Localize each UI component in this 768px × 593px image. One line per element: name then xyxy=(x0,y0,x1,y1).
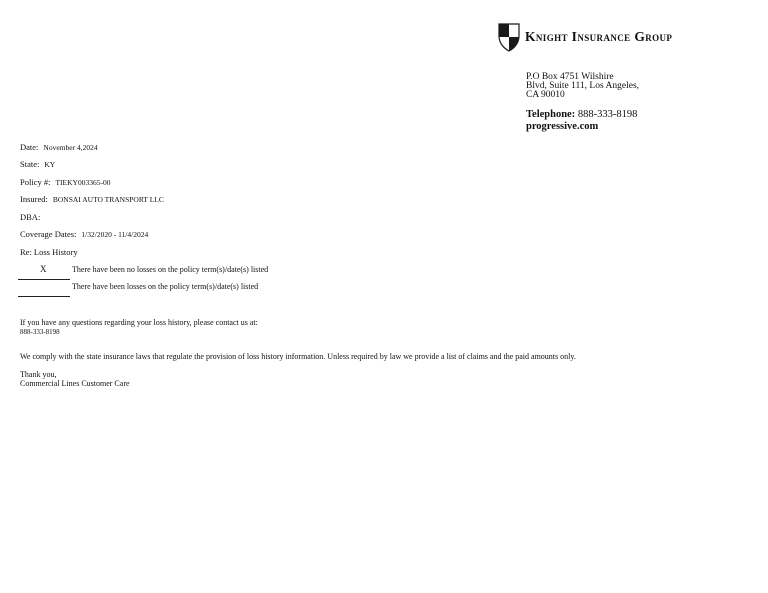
telephone-value: 888-333-8198 xyxy=(577,109,638,120)
signoff-text: Commercial Lines Customer Care xyxy=(20,379,130,388)
company-address xyxy=(526,73,666,100)
insured-field xyxy=(20,194,164,205)
state-label: State: xyxy=(20,159,40,169)
company-telephone xyxy=(526,109,637,121)
address-line: CA 90010 xyxy=(526,90,565,100)
company-name: Knight Insurance Group xyxy=(525,29,673,44)
re-loss-history xyxy=(20,247,78,258)
telephone-label: Telephone: xyxy=(526,109,576,120)
shield-logo-icon xyxy=(498,22,520,52)
losses-option: There have been losses on the policy term(s)/date(s) listed xyxy=(72,282,259,291)
dba-label: DBA: xyxy=(20,212,41,222)
questions-text: If you have any questions regarding your loss history, please contact us at: xyxy=(20,318,258,327)
no-losses-check-line xyxy=(18,279,70,280)
coverage-dates-label: Coverage Dates: xyxy=(20,229,77,239)
insured-label: Insured: xyxy=(20,194,48,204)
no-losses-option: There have been no losses on the policy term(s)/date(s) listed xyxy=(72,265,269,274)
insured-value: BONSAI AUTO TRANSPORT LLC xyxy=(52,195,164,204)
date-value: November 4,2024 xyxy=(43,143,98,152)
dba-field xyxy=(20,212,43,223)
policy-value: TIEKY003365-00 xyxy=(55,178,111,187)
thank-you-text: Thank you, xyxy=(20,370,57,379)
compliance-text: We comply with the state insurance laws that regulate the provision of loss history information. Unless required by law we provide a list of claims and the paid amounts only. xyxy=(20,352,576,361)
address-line: Blvd, Suite 111, Los Angeles, xyxy=(526,81,640,91)
losses-check-line xyxy=(18,296,70,297)
policy-field xyxy=(20,177,110,188)
address-line: P.O Box 4751 Wilshire xyxy=(526,72,614,82)
state-field xyxy=(20,159,55,170)
re-label: Re: Loss History xyxy=(20,247,78,257)
date-label: Date: xyxy=(20,142,39,152)
coverage-dates-field xyxy=(20,229,148,240)
policy-label: Policy #: xyxy=(20,177,51,187)
state-value: KY xyxy=(44,160,56,169)
date-field xyxy=(20,142,98,153)
no-losses-check-mark: X xyxy=(40,264,47,274)
contact-phone: 888-333-8198 xyxy=(20,328,60,336)
coverage-dates-value: 1/32/2020 - 11/4/2024 xyxy=(81,230,149,239)
company-logo xyxy=(498,22,672,52)
company-website: progressive.com xyxy=(526,121,599,132)
